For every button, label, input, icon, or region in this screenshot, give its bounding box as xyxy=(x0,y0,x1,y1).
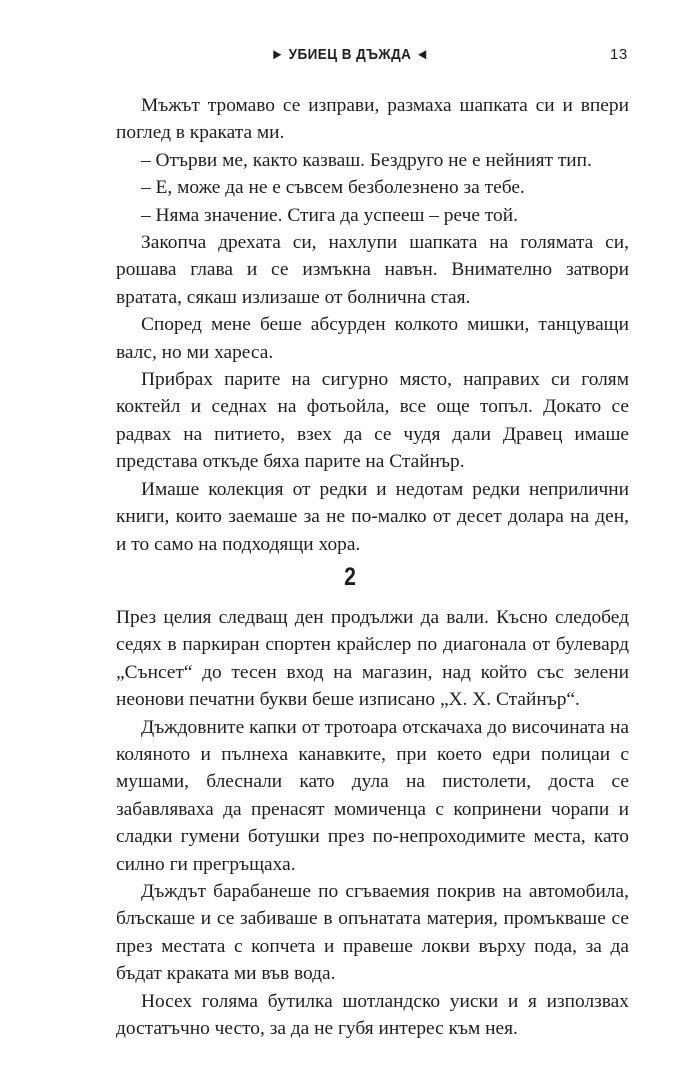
page-number: 13 xyxy=(610,46,628,63)
paragraph: Дъждовните капки от тротоара отскачаха до височината на коляното и пълнеха канавките, при което едри полицаи с мушами, блеснали като дула на пистолети, доста се забавляваха да пренасят момиченца с копринени чорапи и сладки гумени ботушки през по-непроходимите места, като силно ги прегръщаха. xyxy=(116,716,629,875)
paragraph: Носех голяма бутилка шотландско уиски и я използвах достатъчно често, за да не губя интерес към нея. xyxy=(116,990,629,1040)
paragraph: Закопча дрехата си, нахлупи шапката на голямата си, рошава глава и се измъкна навън. Внимателно затвори вратата, сякаш излизаше от болнична стая. xyxy=(116,232,629,308)
paragraph: През целия следващ ден продължи да вали. Късно следобед седях в паркиран спортен крайслер по диагонала от булевард „Сънсет“ до тесен вход на магазин, над който със зелени неонови печатни букви беше изписано „Х. Х. Стайнър“. xyxy=(116,607,629,711)
paragraph: Мъжът тромаво се изправи, размаха шапката си и впери поглед в краката ми. xyxy=(116,95,629,144)
running-title: ► УБИЕЦ В ДЪЖДА ◄ xyxy=(270,46,430,63)
text-block-1 xyxy=(116,92,629,558)
paragraph: – Няма значение. Стига да успееш – рече той. xyxy=(141,204,518,226)
text-block-2 xyxy=(116,604,629,1043)
paragraph: Според мене беше абсурден колкото мишки, танцуващи валс, но ми хареса. xyxy=(116,314,629,363)
page-header xyxy=(0,42,700,66)
paragraph: Дъждът барабанеше по сгъваемия покрив на автомобила, блъскаше и се забиваше в опънатата материя, промъкваше се през местата с копчета и правеше локви върху пода, за да бъдат краката ми във вода. xyxy=(116,881,629,985)
chapter-number: 2 xyxy=(344,563,356,591)
paragraph: – Отърви ме, както казваш. Бездруго не е нейният тип. xyxy=(141,149,592,171)
paragraph: Имаше колекция от редки и недотам редки неприлични книги, които заемаше за не по-малко от десет долара на ден, и то само на подходящи хора. xyxy=(116,478,629,555)
paragraph: Прибрах парите на сигурно място, направих си голям коктейл и седнах на фотьойла, все още топъл. Докато се радвах на питието, взех да се чудя дали Дравец имаше представа откъде бяха парите на Стайнър. xyxy=(116,369,629,473)
paragraph: – Е, може да не е съвсем безболезнено за тебе. xyxy=(141,177,525,199)
